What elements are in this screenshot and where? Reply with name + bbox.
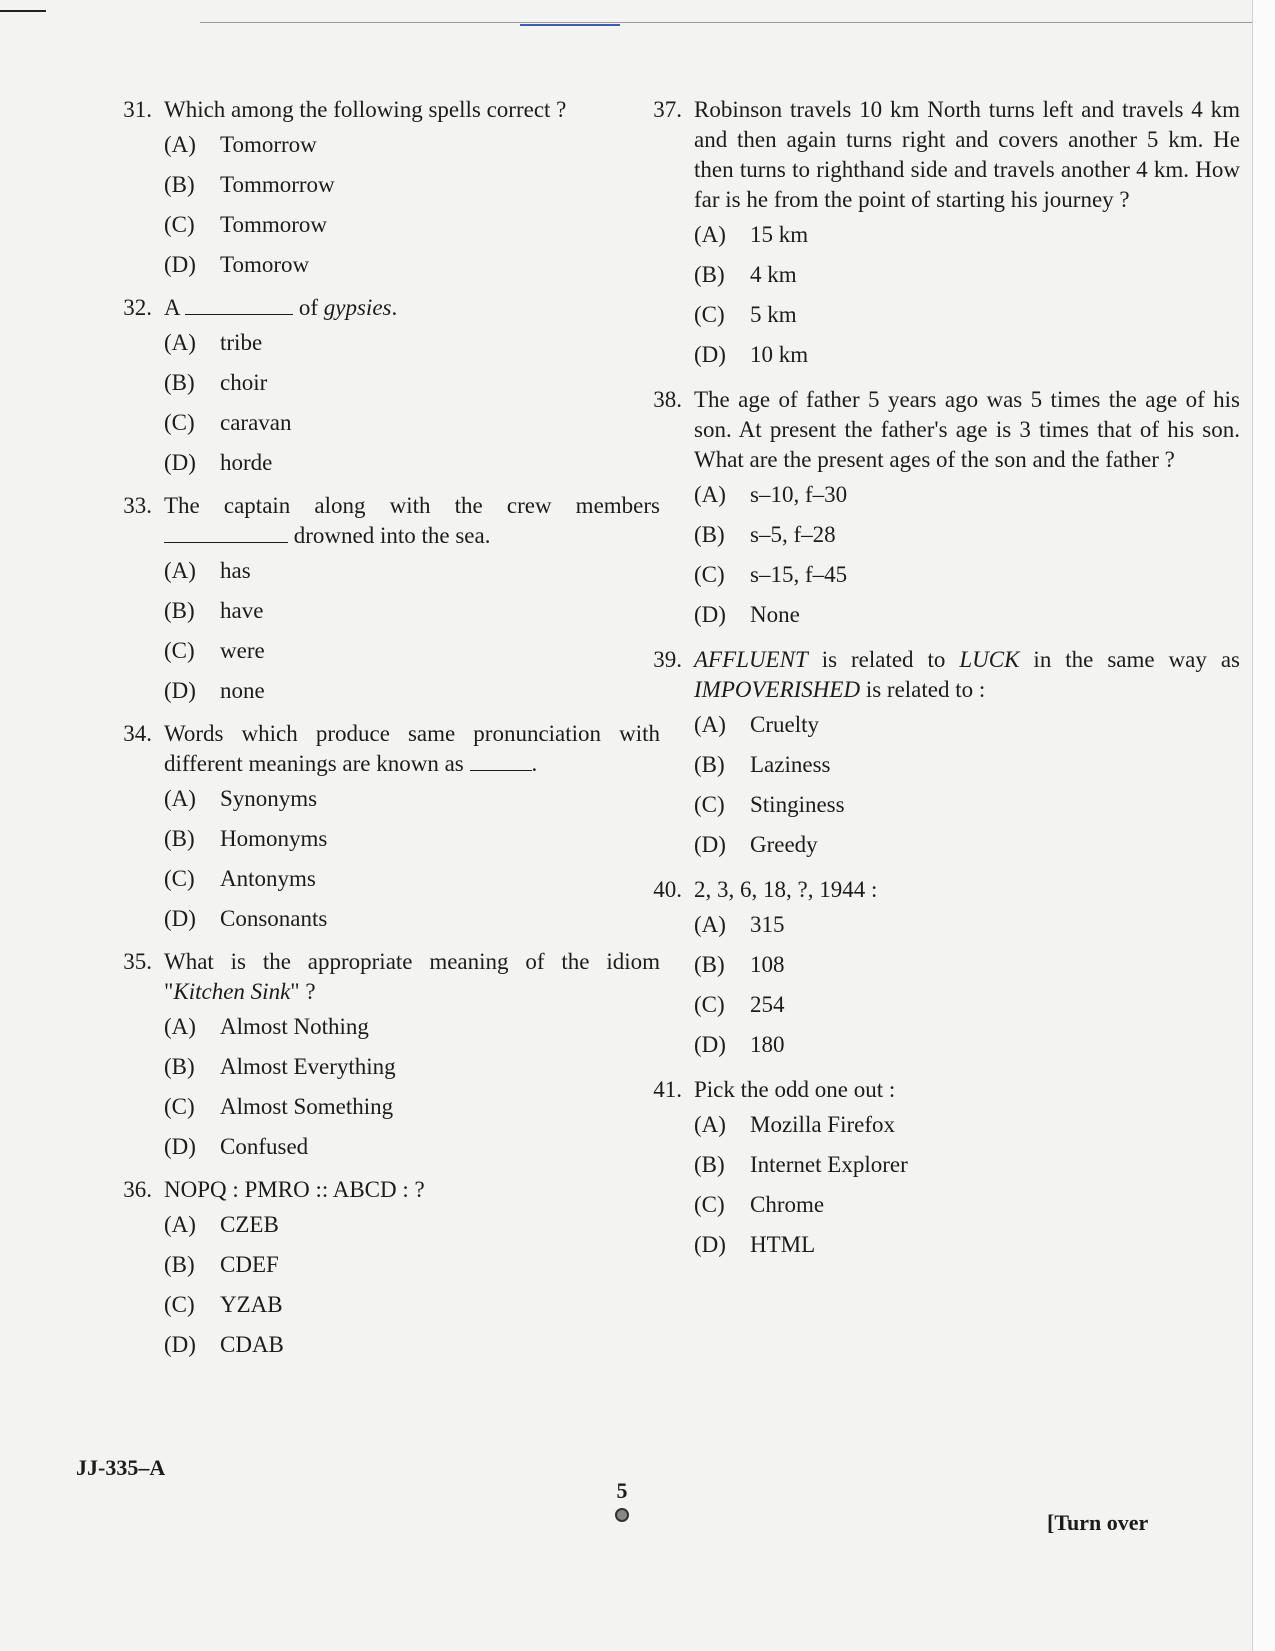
question-stem <box>630 95 1240 215</box>
answer-option <box>694 475 1240 515</box>
option-label: (A) <box>164 132 196 157</box>
option-label: (C) <box>164 1094 195 1119</box>
fill-in-blank <box>470 770 532 771</box>
answer-option <box>694 1225 1240 1265</box>
question-number: 41. <box>653 1077 682 1102</box>
answer-option <box>164 591 660 631</box>
question-text <box>164 95 660 125</box>
option-label: (B) <box>164 1054 195 1079</box>
answer-option <box>164 363 660 403</box>
answer-option <box>164 779 660 819</box>
answer-option <box>164 1007 660 1047</box>
option-text: has <box>220 558 251 583</box>
answer-option <box>694 1025 1240 1065</box>
option-label: (C) <box>694 992 725 1017</box>
question-text-part: . <box>531 751 538 776</box>
option-label: (A) <box>164 1014 196 1039</box>
option-text: 315 <box>750 912 785 937</box>
option-text: CZEB <box>220 1212 279 1237</box>
question-stem <box>100 293 660 323</box>
question-36 <box>100 1175 660 1365</box>
option-text: none <box>220 678 265 703</box>
question-40 <box>630 875 1240 1065</box>
question-text-part: NOPQ : PMRO :: ABCD : ? <box>164 1177 425 1202</box>
answer-option <box>694 215 1240 255</box>
answer-option <box>694 825 1240 865</box>
option-text: Laziness <box>750 752 831 777</box>
option-text: Tomorow <box>220 252 310 277</box>
option-label: (A) <box>694 912 726 937</box>
option-label: (D) <box>164 450 196 475</box>
question-number: 37. <box>653 97 682 122</box>
option-label: (D) <box>164 252 196 277</box>
option-label: (D) <box>694 342 726 367</box>
option-label: (C) <box>694 562 725 587</box>
turn-over-note: [Turn over <box>1047 1510 1149 1535</box>
page-edge <box>1252 0 1275 1651</box>
option-text: Cruelty <box>750 712 819 737</box>
option-text: Internet Explorer <box>750 1152 908 1177</box>
answer-option <box>164 245 660 285</box>
option-text: Consonants <box>220 906 328 931</box>
option-label: (B) <box>164 1252 195 1277</box>
answer-option <box>164 1245 660 1285</box>
top-tick-mark <box>520 24 620 26</box>
question-text-part: A <box>164 295 186 320</box>
question-text <box>694 385 1240 475</box>
option-label: (A) <box>694 482 726 507</box>
question-number: 31. <box>123 97 152 122</box>
question-text <box>694 95 1240 215</box>
question-text <box>694 645 1240 705</box>
answer-option <box>164 1325 660 1365</box>
question-number: 40. <box>653 877 682 902</box>
question-number: 32. <box>123 295 152 320</box>
question-text-part: The captain along with the crew members <box>164 493 660 518</box>
option-label: (D) <box>694 832 726 857</box>
answer-option <box>694 335 1240 375</box>
answer-option <box>164 403 660 443</box>
question-stem <box>630 645 1240 705</box>
answer-option <box>694 905 1240 945</box>
question-text-part: 2, 3, 6, 18, ?, 1944 : <box>694 877 878 902</box>
answer-option <box>164 1127 660 1167</box>
answer-option <box>164 443 660 483</box>
option-text: CDEF <box>220 1252 279 1277</box>
option-label: (C) <box>164 410 195 435</box>
option-label: (B) <box>164 172 195 197</box>
answer-options <box>694 1105 1240 1265</box>
question-32 <box>100 293 660 483</box>
option-text: 4 km <box>750 262 797 287</box>
answer-option <box>164 859 660 899</box>
answer-option <box>164 1285 660 1325</box>
option-text: Greedy <box>750 832 818 857</box>
question-text-part: Pick the odd one out : <box>694 1077 896 1102</box>
option-text: YZAB <box>220 1292 283 1317</box>
question-35 <box>100 947 660 1167</box>
question-text <box>164 719 660 779</box>
answer-option <box>694 785 1240 825</box>
option-label: (C) <box>164 1292 195 1317</box>
page-dot-mark <box>615 1508 629 1522</box>
option-text: s–10, f–30 <box>750 482 848 507</box>
option-text: Almost Nothing <box>220 1014 369 1039</box>
fill-in-blank <box>164 542 288 543</box>
option-label: (A) <box>164 1212 196 1237</box>
answer-option <box>694 295 1240 335</box>
option-label: (D) <box>694 1232 726 1257</box>
question-31 <box>100 95 660 285</box>
answer-options <box>694 705 1240 865</box>
question-number: 33. <box>123 493 152 518</box>
answer-option <box>694 1105 1240 1145</box>
answer-option <box>164 819 660 859</box>
option-label: (C) <box>164 866 195 891</box>
option-text: Stinginess <box>750 792 845 817</box>
question-text-part: drowned into the sea. <box>288 523 491 548</box>
question-text-part: The age of father 5 years ago was 5 times the age of his son. At present the father's age is 3 times that of his son. What are the present ages of the son and the father ? <box>694 387 1240 472</box>
question-text <box>164 293 660 323</box>
option-text: choir <box>220 370 268 395</box>
answer-options <box>694 475 1240 635</box>
option-label: (B) <box>694 1152 725 1177</box>
option-label: (B) <box>164 598 195 623</box>
option-text: Tomorrow <box>220 132 317 157</box>
answer-option <box>694 745 1240 785</box>
answer-options <box>164 323 660 483</box>
question-stem <box>630 1075 1240 1105</box>
option-label: (D) <box>694 1032 726 1057</box>
option-label: (B) <box>694 752 725 777</box>
answer-option <box>694 255 1240 295</box>
answer-options <box>694 905 1240 1065</box>
question-text <box>164 1175 660 1205</box>
answer-option <box>694 595 1240 635</box>
option-text: 108 <box>750 952 785 977</box>
page-number: 5 <box>616 1478 628 1503</box>
option-label: (C) <box>164 638 195 663</box>
question-number: 35. <box>123 949 152 974</box>
option-label: (B) <box>694 262 725 287</box>
answer-option <box>164 125 660 165</box>
answer-option <box>694 705 1240 745</box>
option-text: s–15, f–45 <box>750 562 848 587</box>
option-label: (D) <box>164 1332 196 1357</box>
question-stem <box>100 491 660 551</box>
answer-options <box>164 125 660 285</box>
option-text: Confused <box>220 1134 309 1159</box>
option-text: 15 km <box>750 222 809 247</box>
question-33 <box>100 491 660 711</box>
answer-options <box>164 1007 660 1167</box>
answer-option <box>164 671 660 711</box>
option-label: (D) <box>164 1134 196 1159</box>
option-text: None <box>750 602 800 627</box>
fill-in-blank <box>185 314 293 315</box>
option-label: (C) <box>694 1192 725 1217</box>
question-text <box>694 875 1240 905</box>
question-text-part: Which among the following spells correct ? <box>164 97 567 122</box>
option-label: (B) <box>694 952 725 977</box>
option-label: (B) <box>694 522 725 547</box>
answer-option <box>164 205 660 245</box>
option-label: (A) <box>164 330 196 355</box>
option-text: 254 <box>750 992 785 1017</box>
paper-code: JJ-335–A <box>76 1455 166 1480</box>
answer-option <box>164 899 660 939</box>
question-41 <box>630 1075 1240 1265</box>
option-label: (D) <box>164 906 196 931</box>
option-label: (C) <box>164 212 195 237</box>
question-number: 36. <box>123 1177 152 1202</box>
option-label: (A) <box>694 222 726 247</box>
question-number: 34. <box>123 721 152 746</box>
answer-option <box>164 1087 660 1127</box>
option-label: (B) <box>164 370 195 395</box>
option-text: horde <box>220 450 273 475</box>
question-text-part: Words which produce same pronunciation with different meanings are known as <box>164 721 660 776</box>
question-37 <box>630 95 1240 375</box>
option-label: (A) <box>164 786 196 811</box>
question-stem <box>100 719 660 779</box>
answer-options <box>164 1205 660 1365</box>
question-38 <box>630 385 1240 635</box>
question-stem <box>630 385 1240 475</box>
answer-option <box>694 515 1240 555</box>
option-text: CDAB <box>220 1332 284 1357</box>
question-text <box>694 1075 1240 1105</box>
answer-option <box>164 165 660 205</box>
answer-option <box>694 555 1240 595</box>
answer-option <box>694 985 1240 1025</box>
corner-mark <box>0 10 46 12</box>
left-column <box>100 95 660 1369</box>
option-text: caravan <box>220 410 292 435</box>
question-number: 38. <box>653 387 682 412</box>
answer-option <box>694 1145 1240 1185</box>
option-label: (A) <box>164 558 196 583</box>
option-text: Mozilla Firefox <box>750 1112 895 1137</box>
answer-options <box>164 779 660 939</box>
answer-options <box>694 215 1240 375</box>
question-34 <box>100 719 660 939</box>
question-stem <box>100 95 660 125</box>
option-text: 5 km <box>750 302 797 327</box>
option-text: Tommorow <box>220 212 327 237</box>
answer-option <box>164 631 660 671</box>
question-number: 39. <box>653 647 682 672</box>
option-text: 10 km <box>750 342 809 367</box>
option-text: Antonyms <box>220 866 316 891</box>
option-label: (A) <box>694 1112 726 1137</box>
option-text: Chrome <box>750 1192 825 1217</box>
question-text-part: of gypsies. <box>293 295 398 320</box>
option-label: (D) <box>694 602 726 627</box>
option-label: (B) <box>164 826 195 851</box>
option-text: Almost Something <box>220 1094 394 1119</box>
question-stem <box>100 1175 660 1205</box>
answer-option <box>164 1047 660 1087</box>
question-stem <box>630 875 1240 905</box>
question-text-part: Robinson travels 10 km North turns left and travels 4 km and then again turns right and covers another 5 km. He then turns to righthand side and travels another 4 km. How far is he from the point of starting his journey ? <box>694 97 1240 212</box>
question-stem <box>100 947 660 1007</box>
option-label: (C) <box>694 302 725 327</box>
option-label: (C) <box>694 792 725 817</box>
answer-option <box>694 1185 1240 1225</box>
question-39 <box>630 645 1240 865</box>
question-text-part: AFFLUENT is related to LUCK in the same way as IMPOVERISHED is related to : <box>694 647 1240 702</box>
top-rule <box>200 22 1260 23</box>
answer-option <box>164 323 660 363</box>
option-text: have <box>220 598 264 623</box>
option-label: (A) <box>694 712 726 737</box>
answer-options <box>164 551 660 711</box>
option-text: Synonyms <box>220 786 318 811</box>
option-text: s–5, f–28 <box>750 522 836 547</box>
option-text: Homonyms <box>220 826 328 851</box>
question-text <box>164 947 660 1007</box>
question-text <box>164 491 660 551</box>
option-text: were <box>220 638 265 663</box>
option-text: Almost Everything <box>220 1054 396 1079</box>
option-text: Tommorrow <box>220 172 335 197</box>
answer-option <box>164 551 660 591</box>
answer-option <box>694 945 1240 985</box>
option-text: tribe <box>220 330 263 355</box>
right-column <box>630 95 1240 1269</box>
question-text-part: What is the appropriate meaning of the idiom "Kitchen Sink" ? <box>164 949 660 1004</box>
option-text: 180 <box>750 1032 785 1057</box>
option-label: (D) <box>164 678 196 703</box>
option-text: HTML <box>750 1232 816 1257</box>
answer-option <box>164 1205 660 1245</box>
